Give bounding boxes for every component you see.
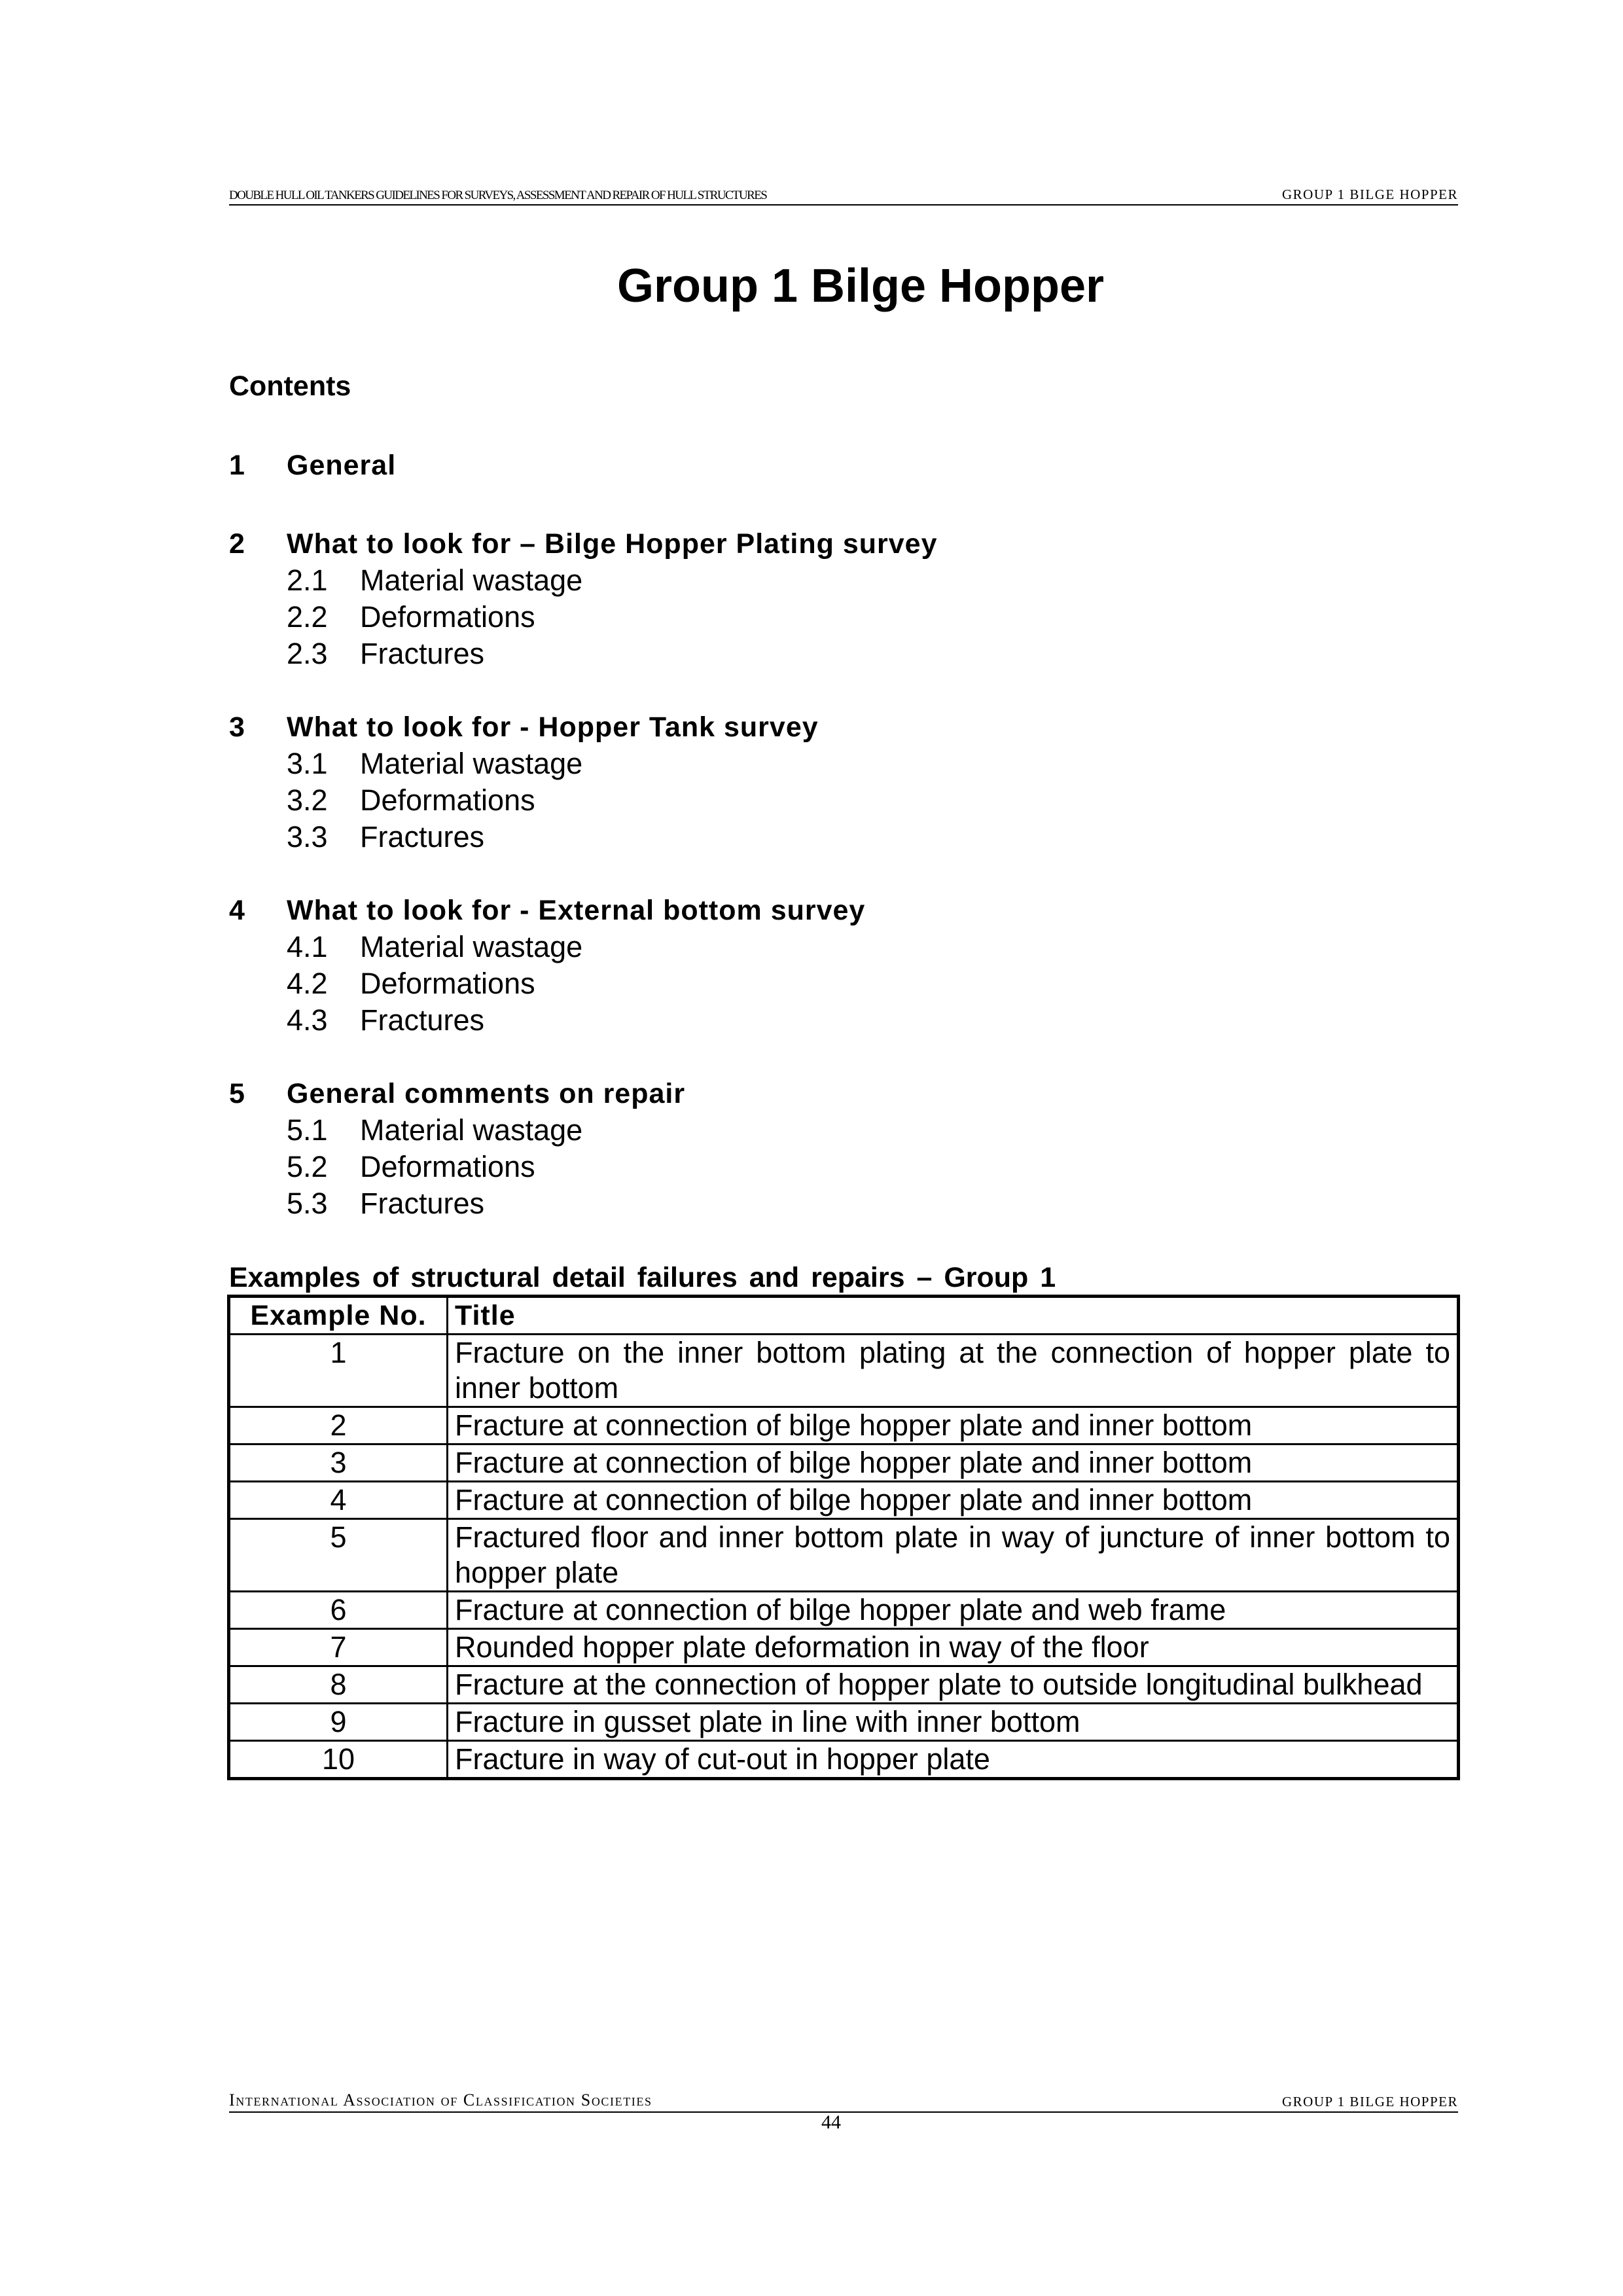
toc-subsection-number: 3.2 [287,783,328,817]
header-section-title: GROUP 1 BILGE HOPPER [1282,187,1458,202]
example-title-cell: Rounded hopper plate deformation in way of the floor [448,1629,1459,1666]
toc-section [229,709,938,855]
example-title-cell: Fracture in gusset plate in line with inner bottom [448,1704,1459,1741]
toc-subsection-title: Material wastage [360,930,583,963]
examples-heading: Examples of structural detail failures and repairs – Group 1 [229,1262,1056,1293]
examples-table [227,1295,1460,1780]
column-header-example-no: Example No. [229,1297,448,1335]
table-row [229,1519,1459,1592]
toc-subsection-number: 5.1 [287,1113,328,1147]
toc-subsection-title: Deformations [360,783,535,817]
toc-subsection [229,745,938,782]
toc-section-title: What to look for - Hopper Tank survey [287,711,819,743]
toc-subsection-title: Deformations [360,600,535,634]
toc-subsection [229,636,938,672]
contents-heading: Contents [229,370,351,402]
example-number-cell: 4 [229,1482,448,1519]
toc-subsection-number: 3.3 [287,820,328,853]
example-title-cell: Fracture on the inner bottom plating at the connection of hopper plate to inner bottom [448,1335,1459,1407]
toc-section-title: General comments on repair [287,1078,686,1109]
table-row [229,1592,1459,1629]
toc-subsection [229,562,938,599]
toc-subsection [229,1002,938,1039]
page-header [229,185,1458,206]
toc-subsection-number: 2.2 [287,600,328,634]
toc-subsection-title: Material wastage [360,747,583,780]
table-of-contents [229,447,938,1259]
header-document-title: DOUBLE HULL OIL TANKERS GUIDELINES FOR SURVEYS, ASSESSMENT AND REPAIR OF HULL STRUCTURES [229,188,767,202]
table-row [229,1444,1459,1482]
table-row [229,1666,1459,1704]
toc-subsection-title: Deformations [360,1150,535,1183]
example-title-cell: Fractured floor and inner bottom plate in way of juncture of inner bottom to hopper plate [448,1519,1459,1592]
toc-subsection [229,1149,938,1185]
toc-subsection-number: 4.2 [287,967,328,1000]
toc-subsection-number: 5.3 [287,1187,328,1220]
table-row [229,1704,1459,1741]
toc-section-number: 5 [229,1078,245,1109]
example-title-cell: Fracture at connection of bilge hopper plate and inner bottom [448,1482,1459,1519]
toc-subsection-title: Material wastage [360,1113,583,1147]
toc-subsection-title: Fractures [360,637,485,670]
toc-subsection-number: 2.1 [287,564,328,597]
toc-subsection-title: Fractures [360,1187,485,1220]
toc-subsection [229,1112,938,1149]
column-header-title: Title [448,1297,1459,1335]
toc-section-title: What to look for – Bilge Hopper Plating survey [287,528,938,560]
toc-subsection-number: 4.1 [287,930,328,963]
example-title-cell: Fracture at connection of bilge hopper plate and web frame [448,1592,1459,1629]
page-number: 44 [821,2111,841,2133]
page-footer [229,2089,1458,2113]
footer-organization: International Association of Classification Societies [229,2090,652,2109]
toc-section-title: What to look for - External bottom survey [287,895,866,926]
page-title: Group 1 Bilge Hopper [616,260,1105,312]
table-row [229,1407,1459,1444]
example-number-cell: 2 [229,1407,448,1444]
toc-subsection-number: 5.2 [287,1150,328,1183]
toc-subsection-number: 4.3 [287,1003,328,1037]
toc-section-heading [229,447,938,484]
toc-section [229,892,938,1039]
table-row [229,1335,1459,1407]
toc-subsection-number: 3.1 [287,747,328,780]
example-title-cell: Fracture at connection of bilge hopper plate and inner bottom [448,1407,1459,1444]
toc-subsection [229,819,938,855]
toc-subsection-title: Deformations [360,967,535,1000]
toc-section [229,1075,938,1222]
examples-table-body [229,1335,1459,1779]
example-number-cell: 8 [229,1666,448,1704]
toc-section-heading [229,1075,938,1112]
toc-subsection-title: Fractures [360,820,485,853]
toc-section-title: General [287,450,397,481]
example-number-cell: 9 [229,1704,448,1741]
toc-section-heading [229,892,938,929]
example-number-cell: 6 [229,1592,448,1629]
example-title-cell: Fracture at the connection of hopper plate to outside longitudinal bulkhead [448,1666,1459,1704]
example-number-cell: 5 [229,1519,448,1592]
toc-section-heading [229,709,938,745]
example-title-cell: Fracture at connection of bilge hopper plate and inner bottom [448,1444,1459,1482]
toc-section [229,447,938,484]
toc-subsection [229,599,938,636]
examples-table-header-row [229,1297,1459,1335]
toc-subsection-title: Fractures [360,1003,485,1037]
toc-subsection [229,965,938,1002]
footer-section-title: GROUP 1 BILGE HOPPER [1282,2094,1458,2109]
example-title-cell: Fracture in way of cut-out in hopper plate [448,1741,1459,1779]
example-number-cell: 1 [229,1335,448,1407]
toc-section-number: 4 [229,895,245,926]
example-number-cell: 10 [229,1741,448,1779]
toc-subsection [229,782,938,819]
toc-subsection [229,1185,938,1222]
toc-section [229,526,938,672]
table-row [229,1629,1459,1666]
toc-subsection-number: 2.3 [287,637,328,670]
table-row [229,1741,1459,1779]
example-number-cell: 3 [229,1444,448,1482]
table-row [229,1482,1459,1519]
toc-section-number: 1 [229,450,245,481]
toc-subsection [229,929,938,965]
toc-subsection-title: Material wastage [360,564,583,597]
example-number-cell: 7 [229,1629,448,1666]
toc-section-number: 3 [229,711,245,743]
toc-section-number: 2 [229,528,245,560]
toc-section-heading [229,526,938,562]
